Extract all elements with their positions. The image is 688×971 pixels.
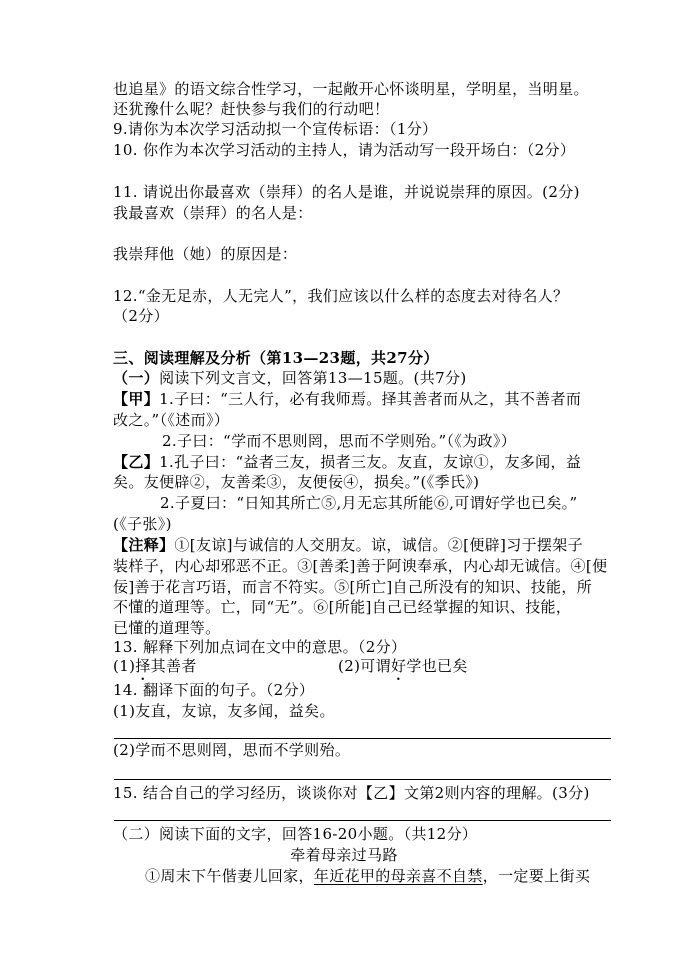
note-text-1: ①[友谅]与诚信的人交朋友。谅，诚信。②[便辟]习于摆架子 (174, 536, 583, 554)
part-1-instruction (113, 369, 467, 387)
passage-title: 牵着母亲过马路 (290, 846, 398, 864)
question-11-answer-prompt-1: 我最喜欢（崇拜）的名人是： (113, 204, 313, 222)
jia-label: 【甲】 (113, 390, 160, 408)
passage-paragraph-1 (145, 867, 590, 885)
part-1-label: （一） (113, 369, 160, 387)
part-2-instruction: （二）阅读下面的文字，回答16-20小题。（共12分） (113, 825, 478, 843)
question-13-item-1 (113, 657, 197, 684)
underlined-phrase: 年近花甲的母亲喜不自禁 (313, 867, 483, 885)
question-10: 10. 你作为本次学习活动的主持人，请为活动写一段开场白：（2分） (113, 141, 576, 159)
note-line-5: 已懂的道理等。 (113, 619, 221, 637)
answer-line-2 (114, 779, 611, 780)
note-label: 【注释】 (113, 536, 175, 554)
question-13: 13. 解释下列加点词在文中的意思。（2分） (113, 638, 407, 656)
question-14: 14. 翻译下面的句子。（2分） (113, 681, 315, 699)
p1-suffix: ，一定要上街买 (482, 867, 591, 885)
intro-line-1: 也追星》的语文综合性学习，一起敞开心怀谈明星，学明星，当明星。 (113, 80, 589, 98)
answer-line-3 (114, 820, 611, 821)
question-12-line-2: （2分） (113, 307, 169, 325)
q13-1-suffix: 其善者 (150, 657, 197, 675)
dotted-word-2: 好 (391, 657, 407, 675)
q13-2-prefix: (2)可谓 (338, 657, 391, 675)
question-11: 11. 请说出你最喜欢（崇拜）的名人是谁，并说说崇拜的原因。(2分) (113, 183, 580, 201)
q13-1-prefix: (1) (113, 657, 136, 675)
intro-line-2: 还犹豫什么呢？赶快参与我们的行动吧！ (113, 100, 390, 118)
part-1-instruction-text: 阅读下列文言文，回答第13—15题。(共7分) (159, 369, 467, 387)
yi-2-line-b: (《子张》) (113, 515, 172, 533)
note-line-2: 装样子，内心却邪恶不正。③[善柔]善于阿谀奉承，内心却无诚信。④[便 (113, 557, 608, 575)
jia-1-text-a: 1.子曰：“三人行，必有我师焉。择其善者而从之，其不善者而 (159, 390, 582, 408)
note-line-4: 不懂的道理等。亡，同“无”。⑥[所能]自己已经掌握的知识、技能， (113, 598, 572, 616)
yi-label: 【乙】 (113, 453, 160, 471)
yi-1-line-b: 矣。友便辟②，友善柔③，友便佞④，损矣。”(《季氏》) (113, 473, 480, 491)
answer-line-1 (114, 738, 611, 739)
yi-1-text-a: 1.孔子曰：“益者三友，损者三友。友直，友谅①，友多闻，益 (159, 453, 582, 471)
question-14-item-2: (2)学而不思则罔，思而不学则殆。 (113, 741, 351, 759)
question-11-answer-prompt-2: 我崇拜他（她）的原因是： (113, 245, 298, 263)
note-line-1 (113, 536, 583, 554)
q13-2-suffix: 学也已矣 (406, 657, 468, 675)
question-12-line-1: 12.“金无足赤，人无完人”，我们应该以什么样的态度去对待名人？ (113, 287, 569, 305)
question-13-item-2 (338, 657, 468, 684)
section-3-heading: 三、阅读理解及分析（第13—23题，共27分） (113, 349, 439, 367)
yi-1-line-a (113, 453, 581, 471)
note-line-3: 佞]善于花言巧语，而言不符实。⑤[所亡]自己所没有的知识、技能，所 (113, 578, 593, 596)
jia-1-line-b: 改之。”（《述而》） (113, 411, 230, 429)
jia-1-line-a (113, 390, 581, 408)
dotted-word-1: 择 (135, 657, 151, 675)
question-9: 9.请你为本次学习活动拟一个宣传标语：（1分） (113, 120, 438, 138)
p1-prefix: ①周末下午偕妻儿回家， (145, 867, 314, 885)
yi-2-line-a: 2.子夏曰：“日知其所亡⑤,月无忘其所能⑥,可谓好学也已矣。” (160, 494, 578, 512)
jia-2-line: 2.子曰：“学而不思则罔，思而不学则殆。”（《为政》） (162, 432, 517, 450)
question-14-item-1: (1)友直，友谅，友多闻，益矣。 (113, 702, 335, 720)
question-15: 15. 结合自己的学习经历，谈谈你对【乙】文第2则内容的理解。(3分) (113, 784, 590, 802)
